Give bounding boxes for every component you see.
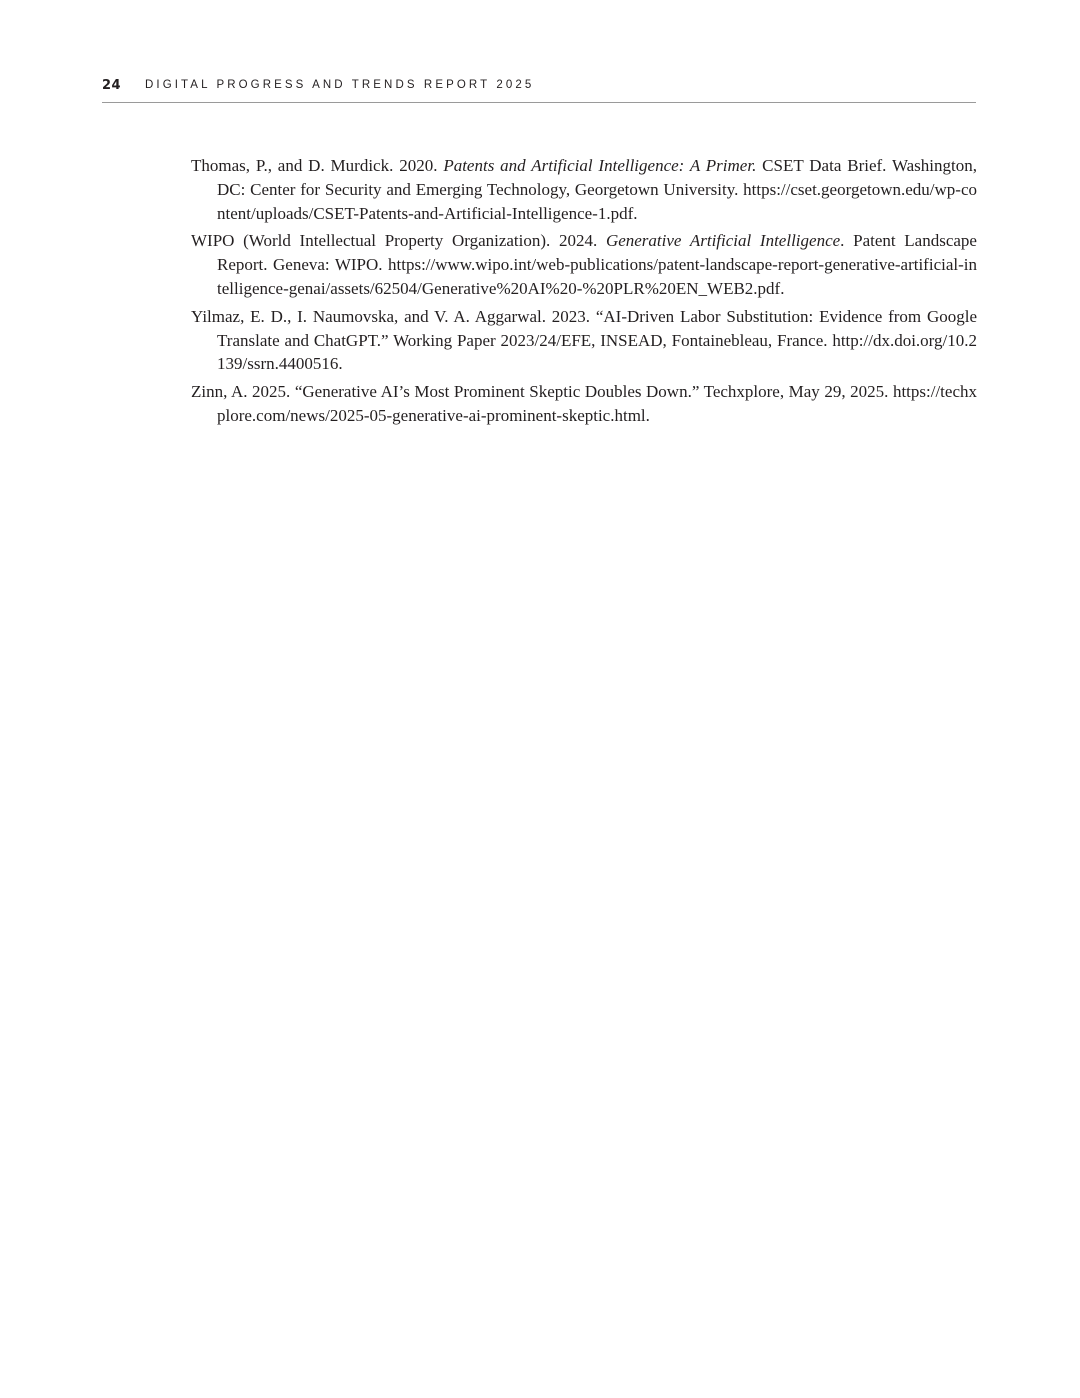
reference-details: . Patent Landscape Report. Geneva: WIPO. <box>217 231 977 275</box>
reference-entry-yilmaz <box>191 305 977 376</box>
reference-url[interactable]: https://www.wipo.int/web-publications/patent-landscape-report-generative-artificial-intelligence-genai/assets/62504/Generative%20AI%20-%20PLR%20EN_WEB2.pdf. <box>217 255 977 298</box>
reference-title: Generative Artificial Intelligence <box>605 231 841 251</box>
reference-url[interactable]: https://cset.georgetown.edu/wp-content/uploads/CSET-Patents-and-Artificial-Intelligence-1.pdf. <box>217 179 977 223</box>
running-header <box>102 76 976 103</box>
reference-authors-title: Yilmaz, E. D., I. Naumovska, and V. A. Aggarwal. 2023. “AI-Driven Labor Substitution: Evidence from Google Translate and ChatGPT.” Working Paper 2023/24/EFE, INSEAD, Fontainebleau, France. <box>191 306 977 350</box>
reference-authors-year: WIPO (World Intellectual Property Organization). 2024. <box>191 231 606 251</box>
reference-list <box>191 154 977 432</box>
reference-details: CSET Data Brief. Washington, DC: Center for Security and Emerging Technology, Georgetown University. <box>217 156 977 199</box>
page-number: 24 <box>102 78 122 93</box>
reference-entry-wipo <box>191 229 977 300</box>
report-title: DIGITAL PROGRESS AND TRENDS REPORT 2025 <box>145 79 535 91</box>
reference-url[interactable]: https://techxplore.com/news/2025-05-generative-ai-prominent-skeptic.html. <box>217 382 977 425</box>
reference-authors-title: Zinn, A. 2025. “Generative AI’s Most Prominent Skeptic Doubles Down.” Techxplore, May 29, 2025. <box>191 382 893 402</box>
reference-entry-zinn <box>191 380 977 428</box>
reference-entry-thomas <box>191 154 977 225</box>
reference-authors-year: Thomas, P., and D. Murdick. 2020. <box>191 156 444 175</box>
reference-title: Patents and Artificial Intelligence: A Primer. <box>443 156 757 175</box>
reference-url[interactable]: http://dx.doi.org/10.2139/ssrn.4400516. <box>217 330 977 374</box>
